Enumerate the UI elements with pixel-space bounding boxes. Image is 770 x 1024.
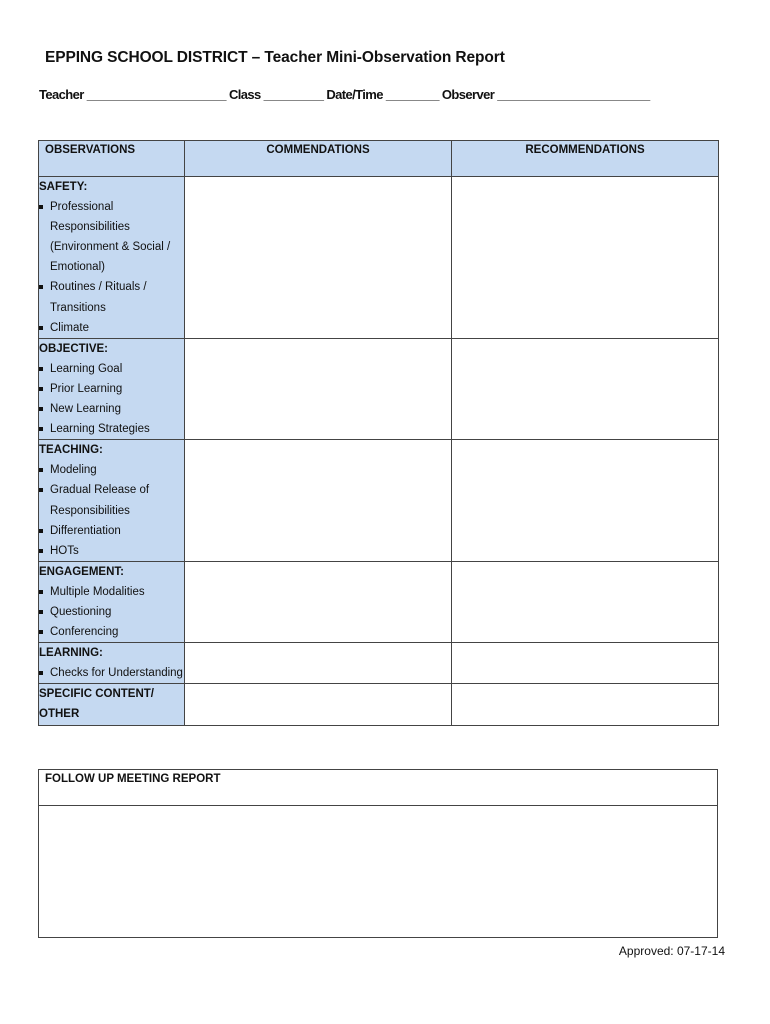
commendations-cell-safety[interactable] <box>185 177 452 339</box>
section-title: ENGAGEMENT: <box>39 565 124 578</box>
recommendations-cell-safety[interactable] <box>452 177 719 339</box>
followup-table <box>38 769 718 938</box>
list-item: New Learning <box>39 399 184 419</box>
observation-table <box>38 140 719 726</box>
section-title: LEARNING: <box>39 647 103 660</box>
list-item: Climate <box>39 318 184 338</box>
table-row-learning <box>39 643 719 684</box>
column-header-recommendations: RECOMMENDATIONS <box>452 141 719 177</box>
approved-date: Approved: 07-17-14 <box>618 944 725 958</box>
observation-cell-learning <box>39 643 185 684</box>
commendations-cell-engagement[interactable] <box>185 561 452 642</box>
column-header-observations: OBSERVATIONS <box>39 141 185 177</box>
list-item: Multiple Modalities <box>39 582 184 602</box>
list-item: Routines / Rituals / Transitions <box>39 277 184 317</box>
observation-cell-safety <box>39 177 185 339</box>
section-title: SAFETY: <box>39 181 88 193</box>
commendations-cell-teaching[interactable] <box>185 440 452 562</box>
table-row-specific-content <box>39 684 719 725</box>
list-item: Differentiation <box>39 521 184 541</box>
section-title: TEACHING: <box>39 444 103 457</box>
header-fields: Teacher _____________________ Class _________ Date/Time ________ Observer _______________________ <box>39 87 650 102</box>
commendations-cell-specific-content[interactable] <box>185 684 452 725</box>
observation-cell-specific-content <box>39 684 185 725</box>
recommendations-cell-specific-content[interactable] <box>452 684 719 725</box>
list-item: HOTs <box>39 541 184 561</box>
observation-cell-teaching <box>39 440 185 562</box>
list-item: Conferencing <box>39 622 184 642</box>
list-item: Learning Goal <box>39 359 184 379</box>
list-item: Professional Responsibilities (Environment & Social / Emotional) <box>39 197 184 277</box>
followup-header: FOLLOW UP MEETING REPORT <box>39 770 718 806</box>
page-title: EPPING SCHOOL DISTRICT – Teacher Mini-Observation Report <box>45 49 505 66</box>
table-header-row <box>39 141 719 177</box>
table-row-teaching <box>39 440 719 562</box>
table-row-objective <box>39 338 719 439</box>
followup-notes-area[interactable] <box>39 806 718 938</box>
table-row-safety <box>39 177 719 339</box>
recommendations-cell-engagement[interactable] <box>452 561 719 642</box>
commendations-cell-objective[interactable] <box>185 338 452 439</box>
list-item: Questioning <box>39 602 184 622</box>
list-item: Checks for Understanding <box>39 663 184 683</box>
table-row-engagement <box>39 561 719 642</box>
recommendations-cell-learning[interactable] <box>452 643 719 684</box>
recommendations-cell-objective[interactable] <box>452 338 719 439</box>
list-item: Learning Strategies <box>39 419 184 439</box>
observation-cell-engagement <box>39 561 185 642</box>
list-item: Modeling <box>39 460 184 480</box>
observation-cell-objective <box>39 338 185 439</box>
recommendations-cell-teaching[interactable] <box>452 440 719 562</box>
list-item: Gradual Release of Responsibilities <box>39 480 184 520</box>
commendations-cell-learning[interactable] <box>185 643 452 684</box>
section-title: SPECIFIC CONTENT/ OTHER <box>39 688 155 721</box>
list-item: Prior Learning <box>39 379 184 399</box>
section-title: OBJECTIVE: <box>39 342 109 355</box>
column-header-commendations: COMMENDATIONS <box>185 141 452 177</box>
